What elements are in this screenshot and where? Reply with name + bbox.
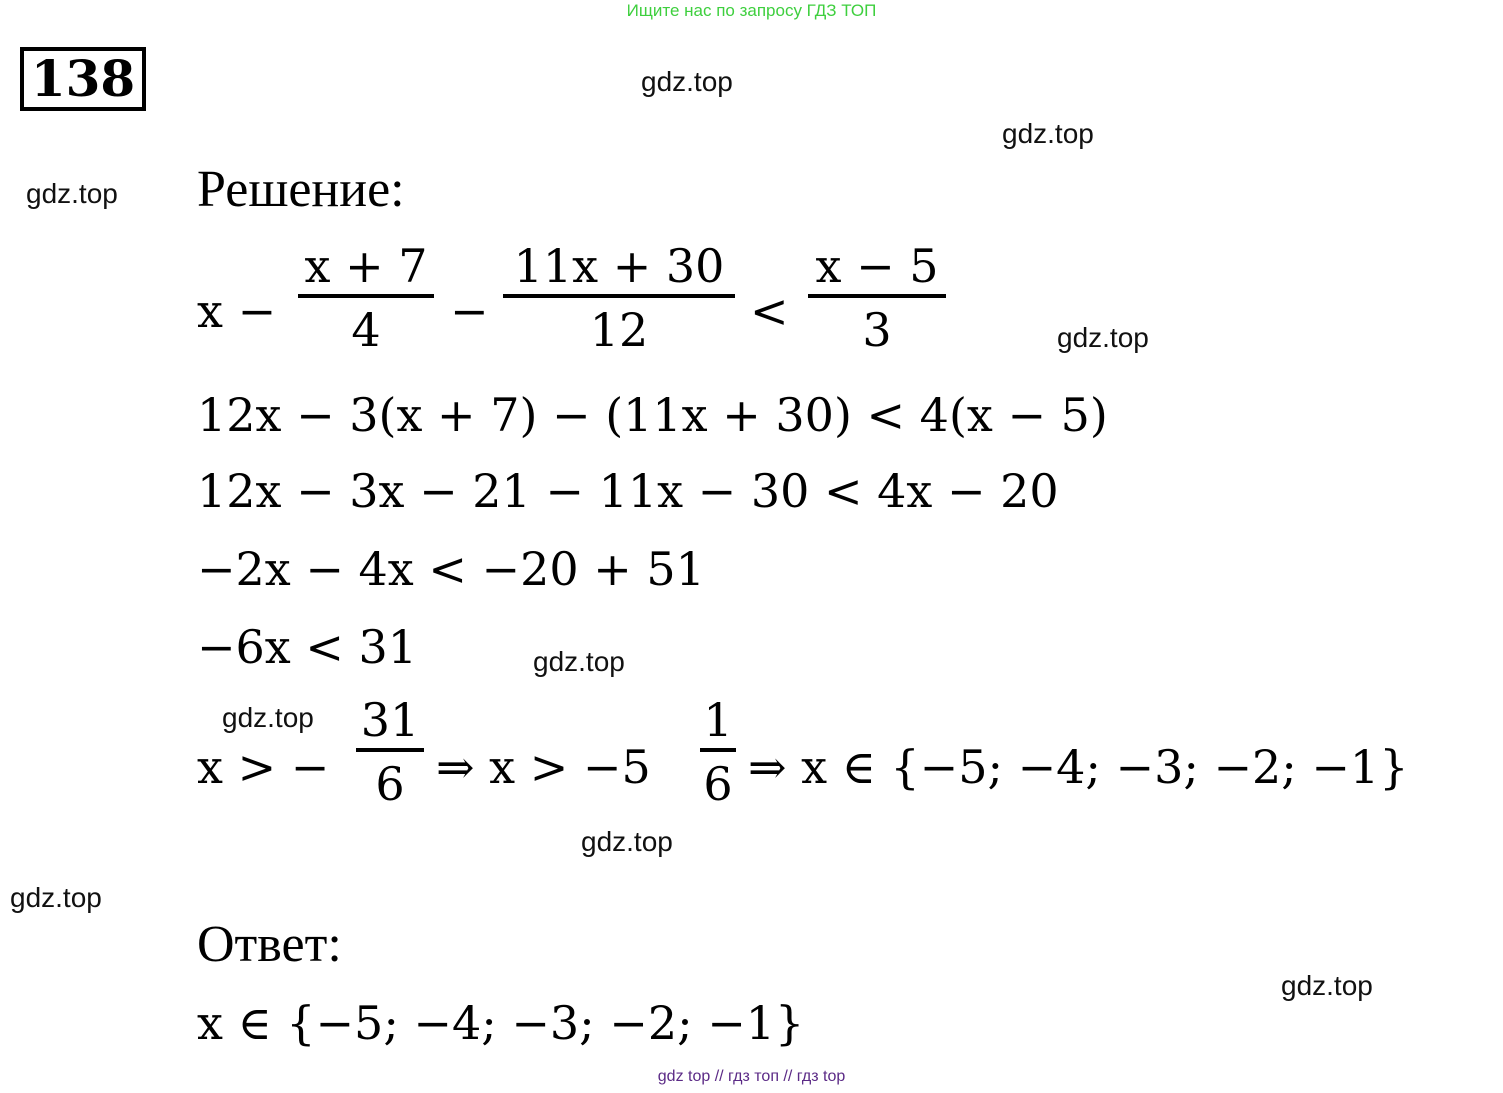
- answer-value: x ∈ {−5; −4; −3; −2; −1}: [197, 996, 805, 1050]
- fraction-numerator: 11x + 30: [513, 239, 725, 293]
- fraction-numerator: x − 5: [815, 239, 939, 293]
- fraction: [503, 238, 735, 362]
- operator: −: [450, 284, 489, 338]
- problem-number: 138: [20, 47, 146, 111]
- fraction-numerator: 1: [703, 693, 733, 747]
- fraction-denominator: 12: [589, 303, 649, 357]
- watermark: gdz.top: [1002, 118, 1094, 149]
- equation-line-2: 12x − 3(x + 7) − (11x + 30) < 4(x − 5): [197, 388, 1108, 442]
- equation-line-4: −2x − 4x < −20 + 51: [197, 542, 705, 596]
- equation-line-6-tail: ⇒ x ∈ {−5; −4; −3; −2; −1}: [748, 740, 1409, 794]
- watermark: gdz.top: [1057, 322, 1149, 353]
- fraction-denominator: 3: [862, 303, 892, 357]
- equation-line-3: 12x − 3x − 21 − 11x − 30 < 4x − 20: [197, 464, 1059, 518]
- fraction-denominator: 4: [351, 303, 381, 357]
- watermark: gdz.top: [1281, 970, 1373, 1001]
- fraction-numerator: x + 7: [304, 239, 428, 293]
- fraction: [356, 692, 424, 816]
- watermark: gdz.top: [581, 826, 673, 857]
- watermark: gdz.top: [10, 882, 102, 913]
- search-hint-link[interactable]: Ищите нас по запросу ГДЗ ТОП: [626, 1, 877, 20]
- fraction: [808, 238, 946, 362]
- footer-links[interactable]: gdz top // гдз топ // гдз top: [657, 1068, 846, 1085]
- answer-heading: Ответ:: [197, 916, 342, 973]
- watermark: gdz.top: [641, 66, 733, 97]
- fraction-denominator: 6: [375, 757, 405, 811]
- fraction-denominator: 6: [703, 757, 733, 811]
- equation-line-6-mid: ⇒ x > −5: [436, 740, 651, 794]
- fraction-numerator: 31: [360, 693, 420, 747]
- equation-line-5: −6x < 31: [197, 620, 418, 674]
- watermark: gdz.top: [26, 178, 118, 209]
- solution-heading: Решение:: [197, 161, 405, 218]
- equation-line-6-lead: x > −: [197, 740, 330, 794]
- equation-line-1-lead: x −: [197, 284, 277, 338]
- fraction: [298, 238, 434, 362]
- fraction: [700, 692, 736, 816]
- watermark: gdz.top: [222, 702, 314, 733]
- operator: <: [750, 284, 789, 338]
- watermark: gdz.top: [533, 646, 625, 677]
